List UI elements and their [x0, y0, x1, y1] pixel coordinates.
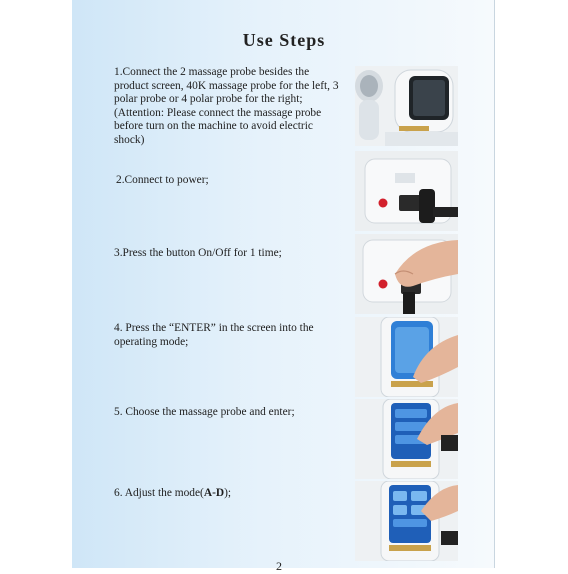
step-3-text: 3.Press the button On/Off for 1 time;: [114, 247, 282, 259]
touchscreen-probe-select-photo: [355, 399, 458, 479]
step-2-text: 2.Connect to power;: [116, 174, 209, 186]
touchscreen-mode-select-photo: [355, 481, 458, 561]
page-number: 2: [276, 559, 282, 573]
step-6-text: [114, 487, 344, 501]
device-with-probe-photo: [355, 66, 458, 146]
touchscreen-enter-photo: [355, 317, 458, 397]
page-title: Use Steps: [242, 30, 326, 50]
step-1-text: 1.Connect the 2 massage probe besides the product screen, 40K massage probe for the left, 3 polar probe or 4 polar probe for the right;(Attention: Please connect the massage probe before turn on the machine to avoid electric shock): [114, 66, 339, 146]
step-6-prefix: 6. Adjust the mode(: [114, 487, 204, 499]
step-6-suffix: );: [224, 487, 232, 499]
power-socket-photo: [355, 151, 458, 231]
step-6-mode-range: A-D: [203, 487, 225, 499]
step-4-text: 4. Press the “ENTER” in the screen into the operating mode;: [114, 322, 314, 348]
step-5-text: 5. Choose the massage probe and enter;: [114, 406, 295, 418]
power-button-press-photo: [355, 234, 458, 314]
